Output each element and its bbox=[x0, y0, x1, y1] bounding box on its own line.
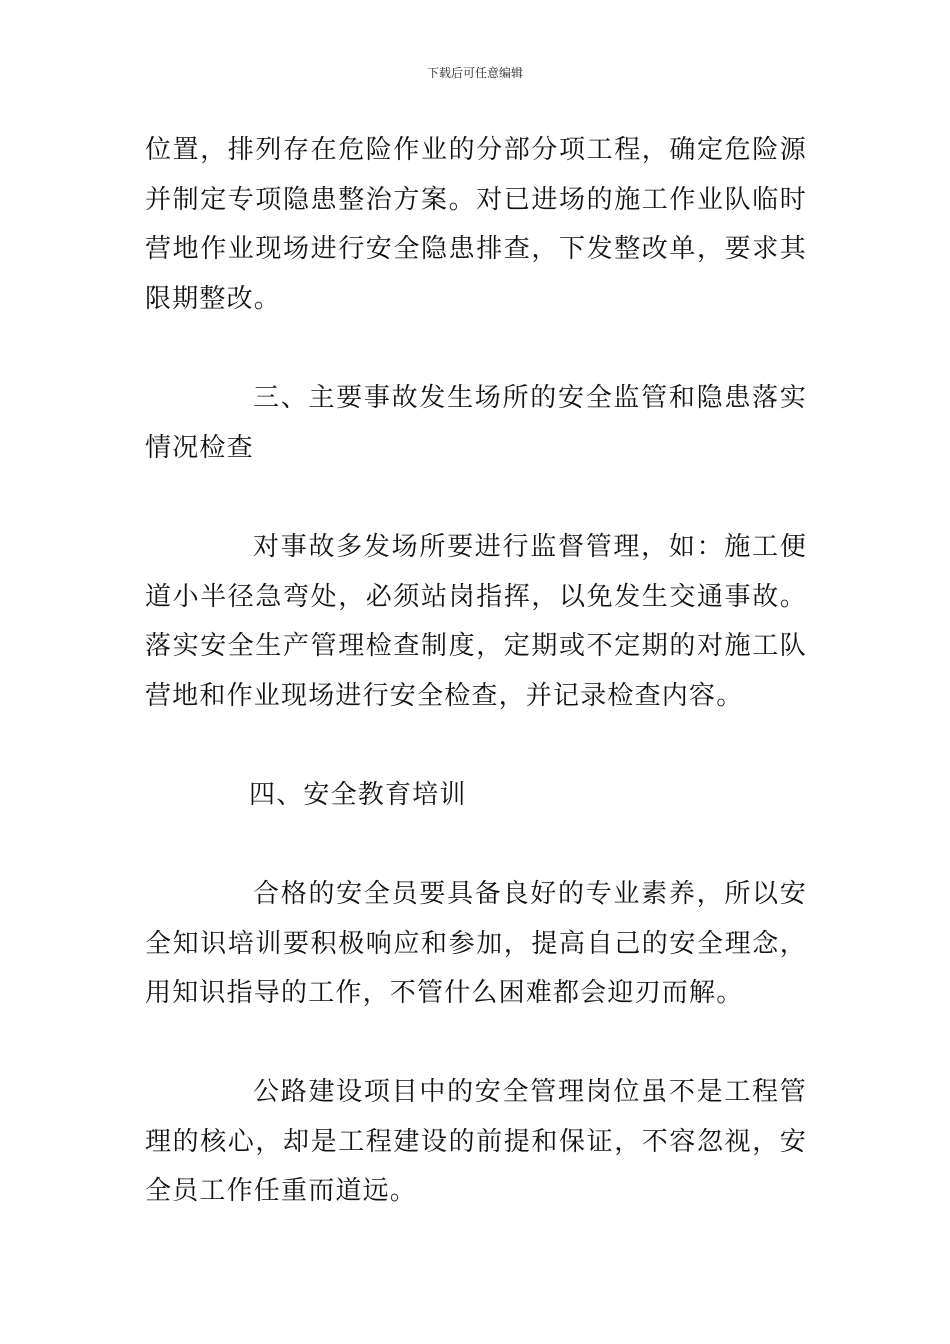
paragraph-continuation: 位置，排列存在危险作业的分部分项工程，确定危险源并制定专项隐患整治方案。对已进场的施工作业队临时营地作业现场进行安全隐患排查，下发整改单，要求其限期整改。 bbox=[145, 135, 807, 314]
page-header-note: 下载后可任意编辑 bbox=[426, 66, 523, 80]
section-heading-4: 四、安全教育培训 bbox=[249, 780, 467, 810]
paragraph-conclusion: 公路建设项目中的安全管理岗位虽不是工程管理的核心，却是工程建设的前提和保证，不容忽视，安全员工作任重而道远。 bbox=[145, 1077, 807, 1206]
section-heading-3: 三、主要事故发生场所的安全监管和隐患落实情况检查 bbox=[145, 383, 807, 463]
paragraph-training: 合格的安全员要具备良好的专业素养，所以安全知识培训要积极响应和参加，提高自己的安全理念，用知识指导的工作，不管什么困难都会迎刃而解。 bbox=[145, 879, 807, 1008]
paragraph-accident-sites: 对事故多发场所要进行监督管理，如：施工便道小半径急弯处，必须站岗指挥，以免发生交通事故。落实安全生产管理检查制度，定期或不定期的对施工队营地和作业现场进行安全检查，并记录检查内容。 bbox=[145, 532, 807, 711]
